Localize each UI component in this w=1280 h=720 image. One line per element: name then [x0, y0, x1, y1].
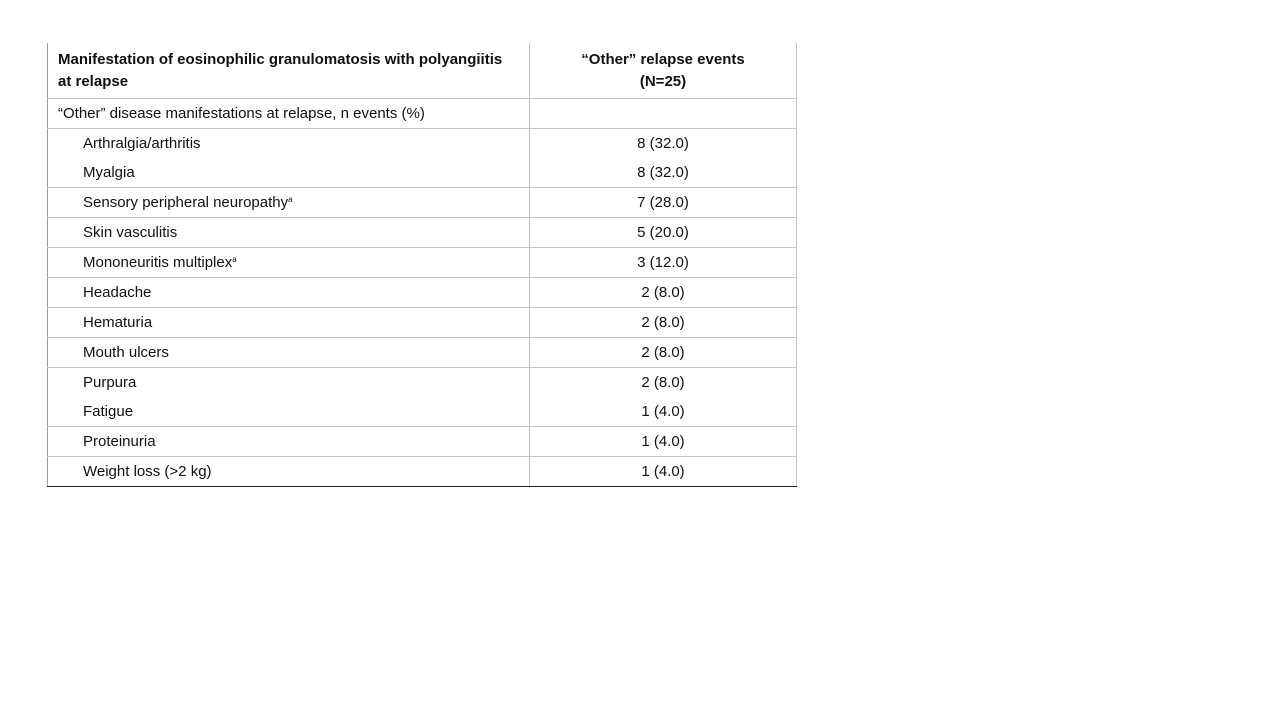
- row-value: 1 (4.0): [530, 427, 797, 457]
- row-value: 2 (8.0): [530, 308, 797, 338]
- row-value: 7 (28.0): [530, 188, 797, 218]
- table-row: [48, 308, 797, 338]
- row-label: [48, 188, 530, 218]
- table-row: [48, 457, 797, 487]
- table-row: [48, 158, 797, 188]
- table-row: [48, 338, 797, 368]
- table-row: [48, 129, 797, 159]
- row-value: 3 (12.0): [530, 248, 797, 278]
- footnote-marker: a: [232, 254, 237, 264]
- row-label: [48, 308, 530, 338]
- header-other-relapse-events-n: (N=25): [639, 72, 687, 90]
- row-label: [48, 248, 530, 278]
- row-label: [48, 129, 530, 159]
- section-value-empty: [530, 99, 797, 129]
- header-other-relapse-events-title: “Other” relapse events: [581, 50, 745, 68]
- table-body: [48, 99, 797, 487]
- row-value: 2 (8.0): [530, 278, 797, 308]
- row-value: 1 (4.0): [530, 397, 797, 427]
- row-label-text: Weight loss (>2 kg): [83, 462, 212, 480]
- section-row: [48, 99, 797, 129]
- relapse-manifestations-table: [47, 43, 797, 487]
- row-label-text: Hematuria: [83, 313, 153, 331]
- table-row: [48, 218, 797, 248]
- row-label: [48, 338, 530, 368]
- table-row: [48, 397, 797, 427]
- footnote-marker: a: [288, 194, 293, 204]
- row-label: [48, 397, 530, 427]
- row-label-text: Mouth ulcers: [83, 343, 169, 361]
- row-label-text: Fatigue: [83, 402, 134, 420]
- header-other-relapse-events: [530, 43, 797, 99]
- table-row: [48, 427, 797, 457]
- row-label: [48, 368, 530, 398]
- row-value: 2 (8.0): [530, 368, 797, 398]
- row-value: 1 (4.0): [530, 457, 797, 487]
- table-row: [48, 278, 797, 308]
- row-label-text: Proteinuria: [83, 432, 156, 450]
- row-label: [48, 218, 530, 248]
- table-row: [48, 368, 797, 398]
- row-label-text: Headache: [83, 283, 152, 301]
- row-value: 5 (20.0): [530, 218, 797, 248]
- row-label-text: Mononeuritis multiplex: [83, 253, 233, 271]
- row-label-text: Sensory peripheral neuropathy: [83, 193, 289, 211]
- row-value: 8 (32.0): [530, 129, 797, 159]
- row-label: [48, 278, 530, 308]
- relapse-manifestations-table-container: [47, 43, 796, 487]
- table-row: [48, 248, 797, 278]
- table-row: [48, 188, 797, 218]
- table-header-row: [48, 43, 797, 99]
- row-value: 2 (8.0): [530, 338, 797, 368]
- row-label-text: Arthralgia/arthritis: [83, 134, 201, 152]
- row-value: 8 (32.0): [530, 158, 797, 188]
- row-label-text: Myalgia: [83, 163, 135, 181]
- row-label-text: Skin vasculitis: [83, 223, 178, 241]
- header-manifestation: Manifestation of eosinophilic granulomatosis with polyangiitis at relapse: [48, 43, 530, 99]
- row-label-text: Purpura: [83, 373, 137, 391]
- row-label: [48, 158, 530, 188]
- section-label: “Other” disease manifestations at relapse, n events (%): [48, 99, 530, 129]
- row-label: [48, 427, 530, 457]
- row-label: [48, 457, 530, 487]
